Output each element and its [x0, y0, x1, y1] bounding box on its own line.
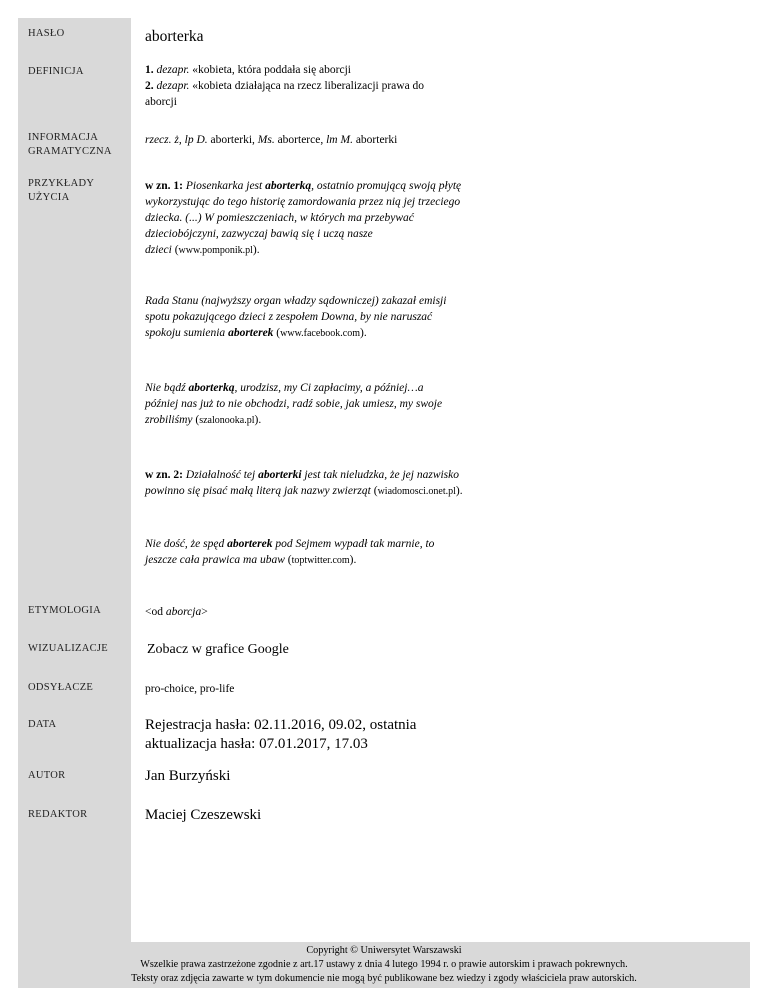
label-informacja [28, 131, 128, 159]
entry-dates [145, 716, 745, 754]
example-4: w zn. 2: Działalność tej aborterki jest tak nieludzka, że jej nazwisko powinno się pisać małą literą jak nazwy zwierząt (wiadomosci.onet.pl). [145, 469, 463, 497]
definition-qualifier: dezapr. [156, 64, 190, 76]
example-headword: aborterek [228, 327, 274, 339]
label-przyklady [28, 177, 128, 205]
label-wizualizacje: WIZUALIZACJE [28, 643, 108, 654]
example-text: zrobiliśmy [145, 414, 193, 426]
example-text: jeszcze cała prawica ma ubaw [145, 554, 285, 566]
example-source: www.facebook.com [280, 328, 361, 339]
example-text: powinno się pisać małą literą jak nazwy zwierząt [145, 485, 371, 497]
etymology [145, 604, 745, 620]
example-text: Rada Stanu (najwyższy organ władzy sądowniczej) zakazał emisji [145, 295, 447, 307]
label-data: DATA [28, 719, 57, 730]
example-headword: aborterek [227, 538, 273, 550]
registration-date: Rejestracja hasła: 02.11.2016, 09.02, ostatnia [145, 717, 417, 733]
etymology-word: aborcja [165, 606, 202, 618]
definitions [145, 62, 485, 110]
editor-name: Maciej Czeszewski [145, 807, 262, 823]
example-text: dzieci [145, 244, 172, 256]
headword: aborterka [145, 28, 204, 45]
example-text: jest tak nieludzka, że jej nazwisko [301, 469, 460, 481]
usage-line: Teksty oraz zdjęcia zawarte w tym dokumencie nie mogą być publikowane bez wiedzy i zgody właściciela praw autorskich. [131, 973, 637, 984]
definition-number: 1. [145, 64, 154, 76]
example-headword: aborterką [188, 382, 235, 394]
example-source: toptwitter.com [291, 555, 350, 566]
label-etymologia: ETYMOLOGIA [28, 605, 101, 616]
example-text: , ostatnio promującą swoją płytę [311, 180, 462, 192]
grammar-case: lp D. [184, 134, 208, 146]
example-source: wiadomosci.onet.pl [377, 486, 456, 497]
definition-text-cont: aborcji [145, 96, 177, 108]
label-autor: AUTOR [28, 770, 66, 781]
label-przyklady-line-1: PRZYKŁADY [28, 178, 95, 189]
grammar-pos: rzecz. [145, 134, 172, 146]
example-text: później nas już to nie obchodzi, radź sobie, jak umiesz, my swoje [145, 398, 443, 410]
etymology-close: > [201, 606, 208, 618]
definition-text: «kobieta działająca na rzecz liberalizacji prawa do [192, 80, 425, 92]
copyright-footer [18, 942, 750, 988]
example-text: Piosenkarka jest [185, 180, 266, 192]
label-informacja-line-1: INFORMACJA [28, 132, 99, 143]
example-text: Nie dość, że spęd [145, 538, 228, 550]
definition-qualifier: dezapr. [156, 80, 190, 92]
rights-line: Wszelkie prawa zastrzeżone zgodnie z art.17 ustawy z dnia 4 lutego 1994 r. o prawie autorskim i prawach pokrewnych. [140, 959, 628, 970]
cross-references: pro-choice, pro-life [145, 683, 235, 695]
grammar-form: aborterki, [210, 134, 255, 146]
example-text: Działalność tej [185, 469, 259, 481]
google-images-link[interactable]: Zobacz w grafice Google [147, 642, 289, 657]
example-text: dzieciobójczyni, zazwyczaj bawią się i uczą nasze [145, 228, 373, 240]
example-sense: w zn. 2: [145, 469, 184, 481]
label-przyklady-line-2: UŻYCIA [28, 192, 70, 203]
example-source: www.pomponik.pl [178, 245, 253, 256]
example-text: Nie bądź [145, 382, 189, 394]
definition-2 [145, 78, 485, 110]
label-informacja-line-2: GRAMATYCZNA [28, 146, 112, 157]
grammar-form: aborterce, [277, 134, 324, 146]
example-5: Nie dość, że spęd aborterek pod Sejmem wypadł tak marnie, to jeszcze cała prawica ma ubaw (toptwitter.com). [145, 538, 435, 566]
label-redaktor: REDAKTOR [28, 809, 88, 820]
example-text: spotu pokazującego dzieci z zespołem Downa, by nie naruszać [145, 311, 433, 323]
label-definicja: DEFINICJA [28, 66, 84, 77]
label-haslo: HASŁO [28, 28, 65, 39]
definition-1 [145, 62, 485, 78]
grammar-case: lm M. [326, 134, 353, 146]
example-headword: aborterką [265, 180, 312, 192]
definition-number: 2. [145, 80, 154, 92]
grammar-info [145, 132, 745, 148]
example-text: dziecka. (...) W pomieszczeniach, w których ma przebywać [145, 212, 414, 224]
label-odsylacze: ODSYŁACZE [28, 682, 94, 693]
update-date: aktualizacja hasła: 07.01.2017, 17.03 [145, 736, 368, 752]
etymology-open: <od [145, 606, 166, 618]
grammar-form: aborterki [355, 134, 398, 146]
grammar-case: Ms. [257, 134, 275, 146]
example-text: spokoju sumienia [145, 327, 229, 339]
example-3: Nie bądź aborterką, urodzisz, my Ci zapłacimy, a później…a później nas już to nie obchodzi, radź sobie, jak umiesz, my swoje zrobiliśmy (szalonooka.pl). [145, 382, 443, 426]
example-text: pod Sejmem wypadł tak marnie, to [272, 538, 435, 550]
example-2: Rada Stanu (najwyższy organ władzy sądowniczej) zakazał emisji spotu pokazującego dzieci z zespołem Downa, by nie naruszać spokoju sumienia aborterek (www.facebook.com). [145, 295, 447, 339]
author-name: Jan Burzyński [145, 768, 231, 784]
example-headword: aborterki [258, 469, 302, 481]
copyright-line: Copyright © Uniwersytet Warszawski [306, 945, 462, 956]
definition-text: «kobieta, która poddała się aborcji [192, 64, 351, 76]
example-1: w zn. 1: Piosenkarka jest aborterką, ostatnio promującą swoją płytę wykorzystując do tego historię zamordowania przez nią jej trzeciego dziecka. (...) W pomieszczeniach, w których ma przebywać dzieciobójczyni, zazwyczaj bawią się i uczą nasze dzieci (www.pomponik.pl). [145, 180, 462, 256]
example-text: wykorzystując do tego historię zamordowania przez nią jej trzeciego [145, 196, 461, 208]
example-text: , urodzisz, my Ci zapłacimy, a później…a [234, 382, 424, 394]
grammar-gender: ż, [174, 134, 182, 146]
example-source: szalonooka.pl [199, 415, 255, 426]
example-sense: w zn. 1: [145, 180, 184, 192]
